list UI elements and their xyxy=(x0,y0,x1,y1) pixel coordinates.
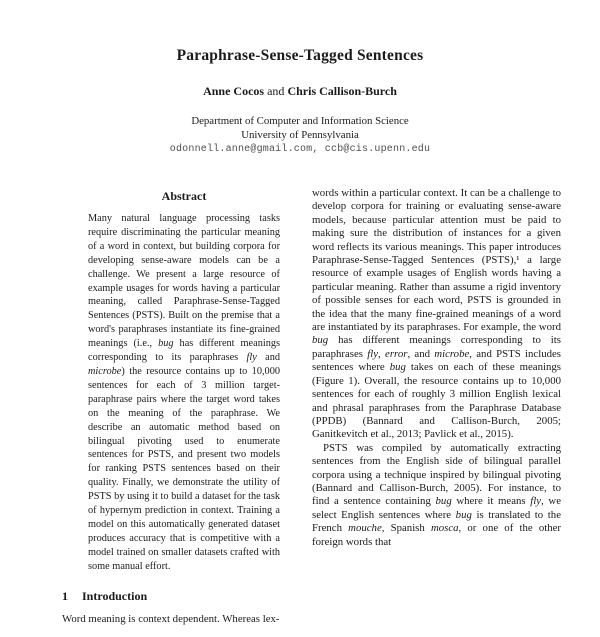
affiliation-block xyxy=(0,114,600,157)
right-column xyxy=(312,187,561,549)
authors-and-separator: and xyxy=(267,84,285,98)
paper-header xyxy=(0,0,600,157)
body-paragraph-2: PSTS was compiled by automatically extracting sentences from the English side of bilingual parallel corpora using a technique inspired by bilingual pivoting (Bannard and Callison-Burch, 2005). For instance, to find a sentence containing bug where it means fly, we select English sentences where bug is translated to the French mouche, Spanish mosca, or one of the other foreign words that xyxy=(312,441,561,548)
section-heading-introduction xyxy=(62,589,295,604)
section-number: 1 xyxy=(62,588,68,603)
authors-line xyxy=(0,84,600,99)
author-name-2: Chris Callison-Burch xyxy=(287,84,397,98)
affiliation-department: Department of Computer and Information Science xyxy=(191,115,409,127)
paper-title: Paraphrase-Sense-Tagged Sentences xyxy=(176,47,424,64)
abstract-text: Many natural language processing tasks require discriminating the particular meaning of a word in context, but building corpora for developing sense-aware models can be a challenge. We present a large resource of example usages for words having a particular meaning, called Paraphrase-Sense-Tagged Sentences (PSTS). Built on the premise that a word's paraphrases instantiate its fine-grained meanings (i.e., bug has different meanings corresponding to its paraphrases fly and microbe) the resource contains up to 10,000 sentences for each of 3 million target-paraphrase pairs where the target word takes on the meaning of the paraphrase. We describe an automatic method based on bilingual pivoting used to enumerate sentences for PSTS, and present two models for ranking PSTS sentences based on their quality. Finally, we demonstrate the utility of PSTS by using it to build a dataset for the task of hypernym prediction in context. Training a model on this automatically generated dataset produces accuracy that is competitive with a model trained on smaller datasets crafted with some manual effort. xyxy=(88,213,281,572)
author-emails: odonnell.anne@gmail.com, ccb@cis.upenn.edu xyxy=(169,144,431,155)
affiliation-university: University of Pennsylvania xyxy=(241,129,359,141)
section-title: Introduction xyxy=(82,588,148,603)
two-column-body xyxy=(62,187,561,637)
author-name-1: Anne Cocos xyxy=(203,84,265,98)
left-column xyxy=(62,187,295,637)
body-paragraph-1: words within a particular context. It can be a challenge to develop corpora for training or evaluating sense-aware models, because particular attention must be paid to making sure the distribution of instances for a given word reflects its various meanings. This paper introduces Paraphrase-Sense-Tagged Sentences (PSTS),¹ a large resource of example usages of English words having a particular meaning. Rather than assume a rigid inventory of possible senses for each word, PSTS is grounded in the idea that the many fine-grained meanings of a word are instantiated by its paraphrases. For example, the word bug has different meanings corresponding to its paraphrases fly, error, and microbe, and PSTS includes sentences where bug takes on each of these meanings (Figure 1). Overall, the resource contains up to 10,000 sentences for each of roughly 3 million English lexical and phrasal paraphrases from the Paraphrase Database (PPDB) (Bannard and Callison-Burch, 2005; Ganitkevitch et al., 2013; Pavlick et al., 2015). xyxy=(312,187,561,441)
abstract-heading: Abstract xyxy=(161,189,207,203)
introduction-first-line: Word meaning is context dependent. Whereas lex- xyxy=(62,612,280,625)
